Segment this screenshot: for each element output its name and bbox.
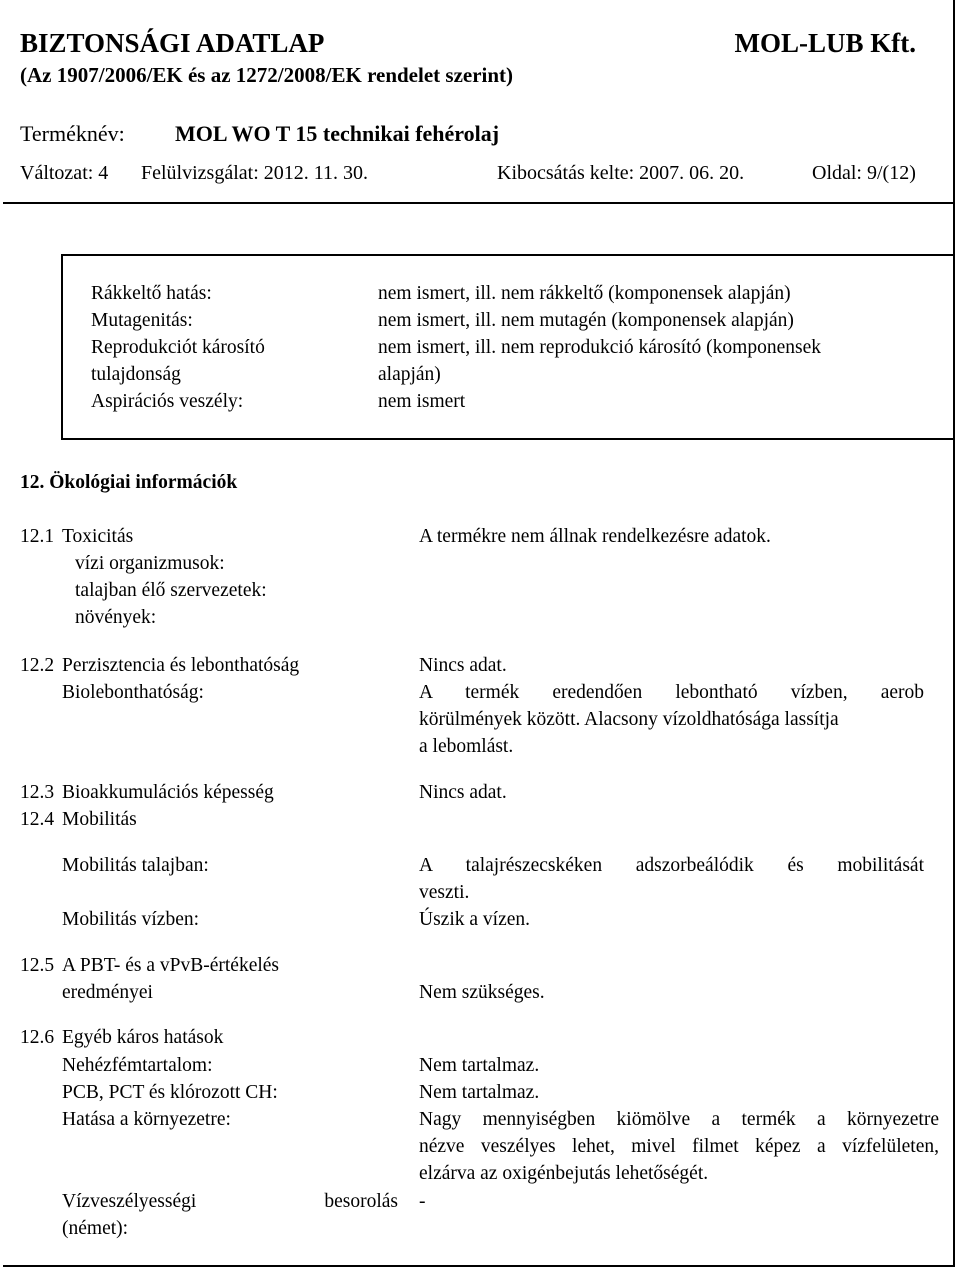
environment-effect-line-3: elzárva az oxigénbejutás lehetőségét. xyxy=(419,1163,709,1184)
mobility-water-value: Úszik a vízen. xyxy=(419,909,531,930)
section-12-4-number: 12.4 xyxy=(20,809,55,830)
section-12-1-title: Toxicitás xyxy=(62,526,134,547)
biodegradability-line-3: a lebomlást. xyxy=(419,736,514,757)
section-12-1-value: A termékre nem állnak rendelkezésre adatok. xyxy=(419,526,771,547)
document-title: BIZTONSÁGI ADATLAP xyxy=(20,28,325,58)
biodegradability-label: Biolebonthatóság: xyxy=(62,682,204,703)
revision-date: Felülvizsgálat: 2012. 11. 30. xyxy=(141,162,369,184)
toxicity-plants: növények: xyxy=(75,607,157,628)
version: Változat: 4 xyxy=(20,162,109,184)
section-12-5-title-line-1: A PBT- és a vPvB-értékelés xyxy=(62,955,280,976)
company-name: MOL-LUB Kft. xyxy=(734,28,916,58)
tox-label-reproductive: Reprodukciót károsító xyxy=(91,337,265,358)
environment-effect-line-1: Nagy mennyiségben kiömölve a termék a környezetre xyxy=(419,1109,939,1130)
section-12-3-title: Bioakkumulációs képesség xyxy=(62,782,274,803)
mobility-soil-line-1: A talajrészecskéken adszorbeálódik és mobilitását xyxy=(419,855,924,876)
page-number: Oldal: 9/(12) xyxy=(812,162,916,184)
tox-label-reproductive-cont: tulajdonság xyxy=(91,364,181,385)
biodegradability-line-1: A termék eredendően lebontható vízben, aerob xyxy=(419,682,924,703)
issue-date: Kibocsátás kelte: 2007. 06. 20. xyxy=(497,162,745,184)
section-12-5-title-line-2: eredményei xyxy=(62,982,153,1003)
section-12-5-number: 12.5 xyxy=(20,955,55,976)
tox-label-mutagenicity: Mutagenitás: xyxy=(91,310,193,331)
pcb-label: PCB, PCT és klórozott CH: xyxy=(62,1082,278,1103)
header-divider xyxy=(3,202,955,204)
tox-value-reproductive-cont: alapján) xyxy=(378,364,441,385)
section-12-5-value: Nem szükséges. xyxy=(419,982,545,1003)
section-12-2-value: Nincs adat. xyxy=(419,655,507,676)
tox-value-reproductive: nem ismert, ill. nem reprodukció károsító (komponensek xyxy=(378,337,821,358)
product-name: MOL WO T 15 technikai fehérolaj xyxy=(175,121,500,146)
environment-effect-label: Hatása a környezetre: xyxy=(62,1109,231,1130)
heavy-metal-label: Nehézfémtartalom: xyxy=(62,1055,213,1076)
tox-value-aspiration: nem ismert xyxy=(378,391,466,412)
water-hazard-class-label-cont: (német): xyxy=(62,1218,129,1239)
heavy-metal-value: Nem tartalmaz. xyxy=(419,1055,540,1076)
pcb-value: Nem tartalmaz. xyxy=(419,1082,540,1103)
tox-label-aspiration: Aspirációs veszély: xyxy=(91,391,244,412)
water-hazard-class-label: Vízveszélyességi besorolás xyxy=(62,1191,398,1212)
mobility-soil-label: Mobilitás talajban: xyxy=(62,855,209,876)
section-12-title: 12. Ökológiai információk xyxy=(20,472,238,493)
toxicity-aquatic: vízi organizmusok: xyxy=(75,553,225,574)
toxicity-soil-organisms: talajban élő szervezetek: xyxy=(75,580,267,601)
tox-value-carcinogenic: nem ismert, ill. nem rákkeltő (komponensek alapján) xyxy=(378,283,791,304)
section-12-3-number: 12.3 xyxy=(20,782,55,803)
section-12-1-number: 12.1 xyxy=(20,526,55,547)
tox-value-mutagenicity: nem ismert, ill. nem mutagén (komponensek alapján) xyxy=(378,310,794,331)
mobility-soil-line-2: veszti. xyxy=(419,882,470,903)
tox-label-carcinogenic: Rákkeltő hatás: xyxy=(91,283,212,304)
environment-effect-line-2: nézve veszélyes lehet, mivel filmet képez a vízfelületen, xyxy=(419,1136,939,1157)
regulation-note: (Az 1907/2006/EK és az 1272/2008/EK rendelet szerint) xyxy=(20,63,514,87)
section-12-2-title: Perzisztencia és lebonthatóság xyxy=(62,655,300,676)
section-12-3-value: Nincs adat. xyxy=(419,782,507,803)
section-12-4-title: Mobilitás xyxy=(62,809,137,830)
biodegradability-line-2: körülmények között. Alacsony vízoldhatósága lassítja xyxy=(419,709,839,730)
section-12-6-title: Egyéb káros hatások xyxy=(62,1027,224,1048)
product-label: Terméknév: xyxy=(20,121,125,146)
section-12-6-number: 12.6 xyxy=(20,1027,55,1048)
water-hazard-class-value: - xyxy=(419,1191,426,1212)
mobility-water-label: Mobilitás vízben: xyxy=(62,909,200,930)
section-12-2-number: 12.2 xyxy=(20,655,55,676)
